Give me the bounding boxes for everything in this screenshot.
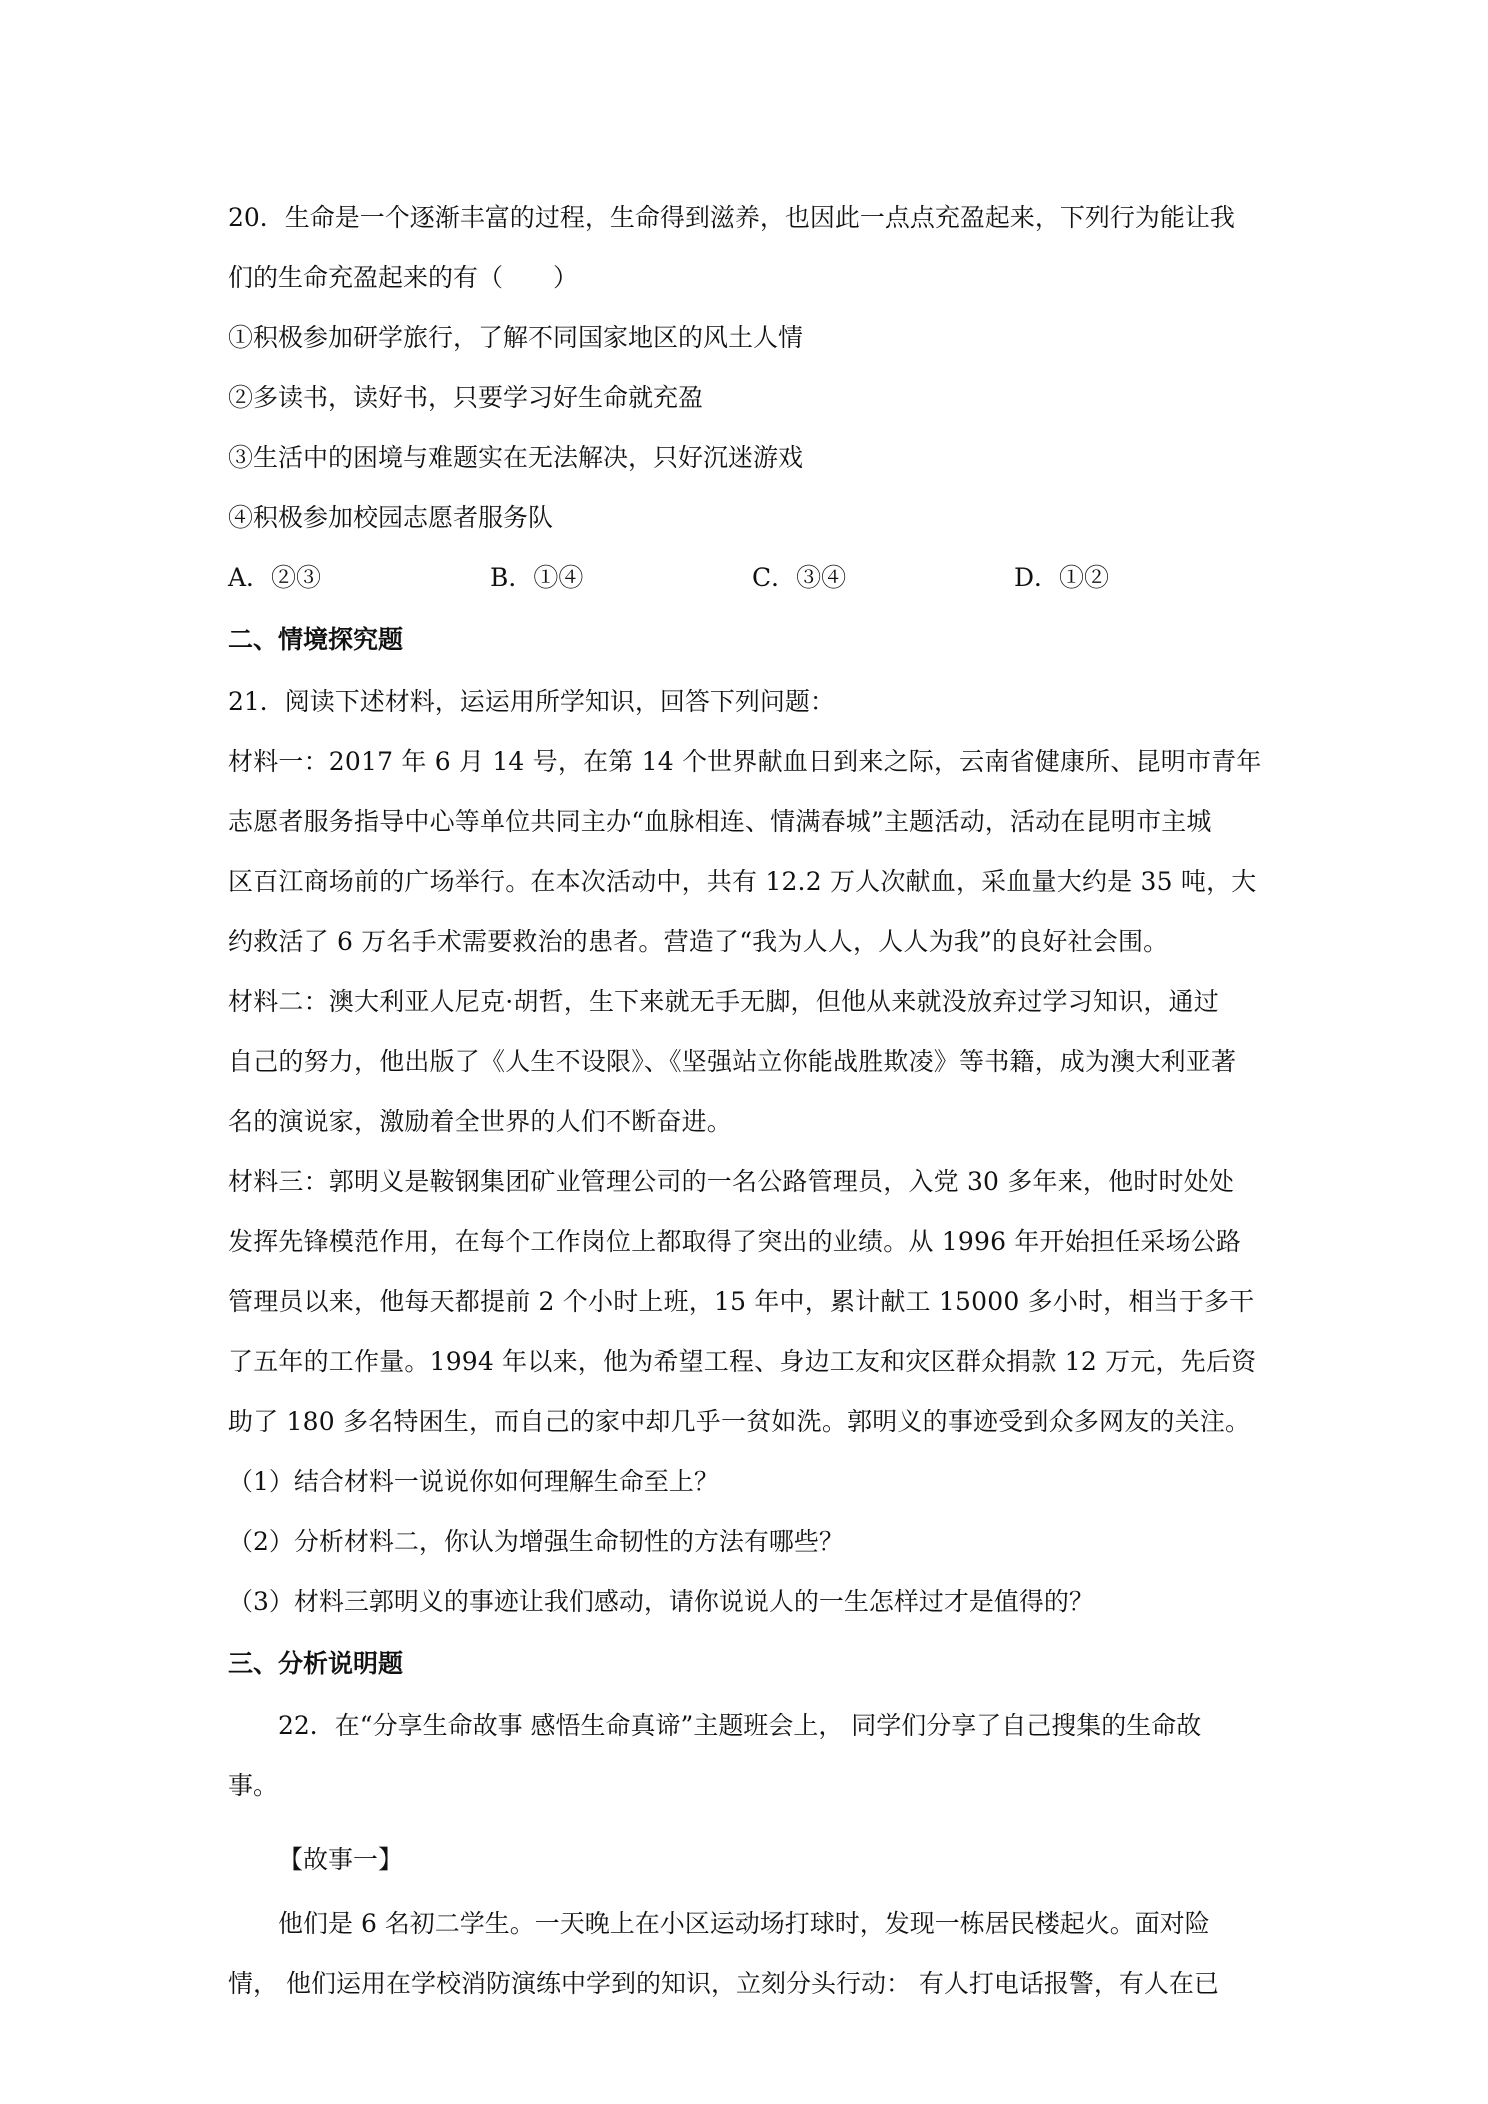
q21-stem: 21．阅读下述材料，运运用所学知识，回答下列问题： [228,687,835,716]
material-3-line: 发挥先锋模范作用，在每个工作岗位上都取得了突出的业绩。从 1996 年开始担任采场公路 [228,1227,1242,1256]
material-3-line: 助了 180 多名特困生，而自己的家中却几乎一贫如洗。郭明义的事迹受到众多网友的关注。 [228,1407,1251,1436]
q20-option-d: D．①② [1014,563,1110,592]
material-1-line: 材料一：2017 年 6 月 14 号，在第 14 个世界献血日到来之际，云南省健康所、昆明市青年 [228,747,1262,776]
q20-stem-line-1: 20．生命是一个逐渐丰富的过程，生命得到滋养，也因此一点点充盈起来，下列行为能让我 [228,203,1235,232]
q21-material-3 [228,1152,1280,1452]
q21-material-2 [228,972,1280,1152]
q22-stem-line-2: 事。 [228,1771,279,1800]
section-3-title: 三、分析说明题 [228,1649,404,1678]
material-2-line: 名的演说家，激励着全世界的人们不断奋进。 [228,1107,733,1136]
q20-item-1: ①积极参加研学旅行，了解不同国家地区的风土人情 [228,323,804,352]
q20-option-b: B．①④ [490,563,584,592]
material-3-line: 管理员以来，他每天都提前 2 个小时上班，15 年中，累计献工 15000 多小时，相当于多干 [228,1287,1255,1316]
q22-story-line-2: 情， 他们运用在学校消防演练中学到的知识，立刻分头行动： 有人打电话报警，有人在已 [228,1969,1219,1998]
q22-story-title: 【故事一】 [278,1845,404,1874]
question-22 [228,1696,1280,2014]
q20-options [228,548,1280,608]
question-21 [228,672,1280,1632]
q20-stem-line-2: 们的生命充盈起来的有（ ） [228,263,579,292]
material-1-line: 约救活了 6 万名手术需要救治的患者。营造了“我为人人，人人为我”的良好社会围。 [228,927,1169,956]
q20-option-a: A．②③ [228,563,322,592]
q21-question-2: （2）分析材料二，你认为增强生命韧性的方法有哪些？ [228,1527,844,1556]
material-1-line: 志愿者服务指导中心等单位共同主办“血脉相连、情满春城”主题活动，活动在昆明市主城 [228,807,1212,836]
q20-item-4: ④积极参加校园志愿者服务队 [228,503,554,532]
material-2-line: 材料二：澳大利亚人尼克·胡哲，生下来就无手无脚，但他从来就没放弃过学习知识，通过 [228,987,1219,1016]
material-2-line: 自己的努力，他出版了《人生不设限》、《坚强站立你能战胜欺凌》等书籍，成为澳大利亚著 [228,1047,1237,1076]
material-3-line: 了五年的工作量。1994 年以来，他为希望工程、身边工友和灾区群众捐款 12 万元，先后资 [228,1347,1257,1376]
q21-question-3: （3）材料三郭明义的事迹让我们感动，请你说说人的一生怎样过才是值得的？ [228,1587,1094,1616]
q22-story-line-1: 他们是 6 名初二学生。一天晚上在小区运动场打球时，发现一栋居民楼起火。面对险 [278,1909,1210,1938]
q20-option-c: C．③④ [752,563,847,592]
q21-question-1: （1）结合材料一说说你如何理解生命至上？ [228,1467,719,1496]
document-page [228,188,1280,2014]
question-20 [228,188,1280,608]
material-1-line: 区百江商场前的广场举行。在本次活动中，共有 12.2 万人次献血，采血量大约是 35 吨，大 [228,867,1257,896]
q21-material-1 [228,732,1280,972]
material-3-line: 材料三：郭明义是鞍钢集团矿业管理公司的一名公路管理员，入党 30 多年来，他时时处处 [228,1167,1235,1196]
q22-stem-line-1: 22．在“分享生命故事 感悟生命真谛”主题班会上， 同学们分享了自己搜集的生命故 [278,1711,1202,1740]
q20-item-2: ②多读书，读好书，只要学习好生命就充盈 [228,383,704,412]
q20-item-3: ③生活中的困境与难题实在无法解决，只好沉迷游戏 [228,443,804,472]
section-2-title: 二、情境探究题 [228,625,404,654]
